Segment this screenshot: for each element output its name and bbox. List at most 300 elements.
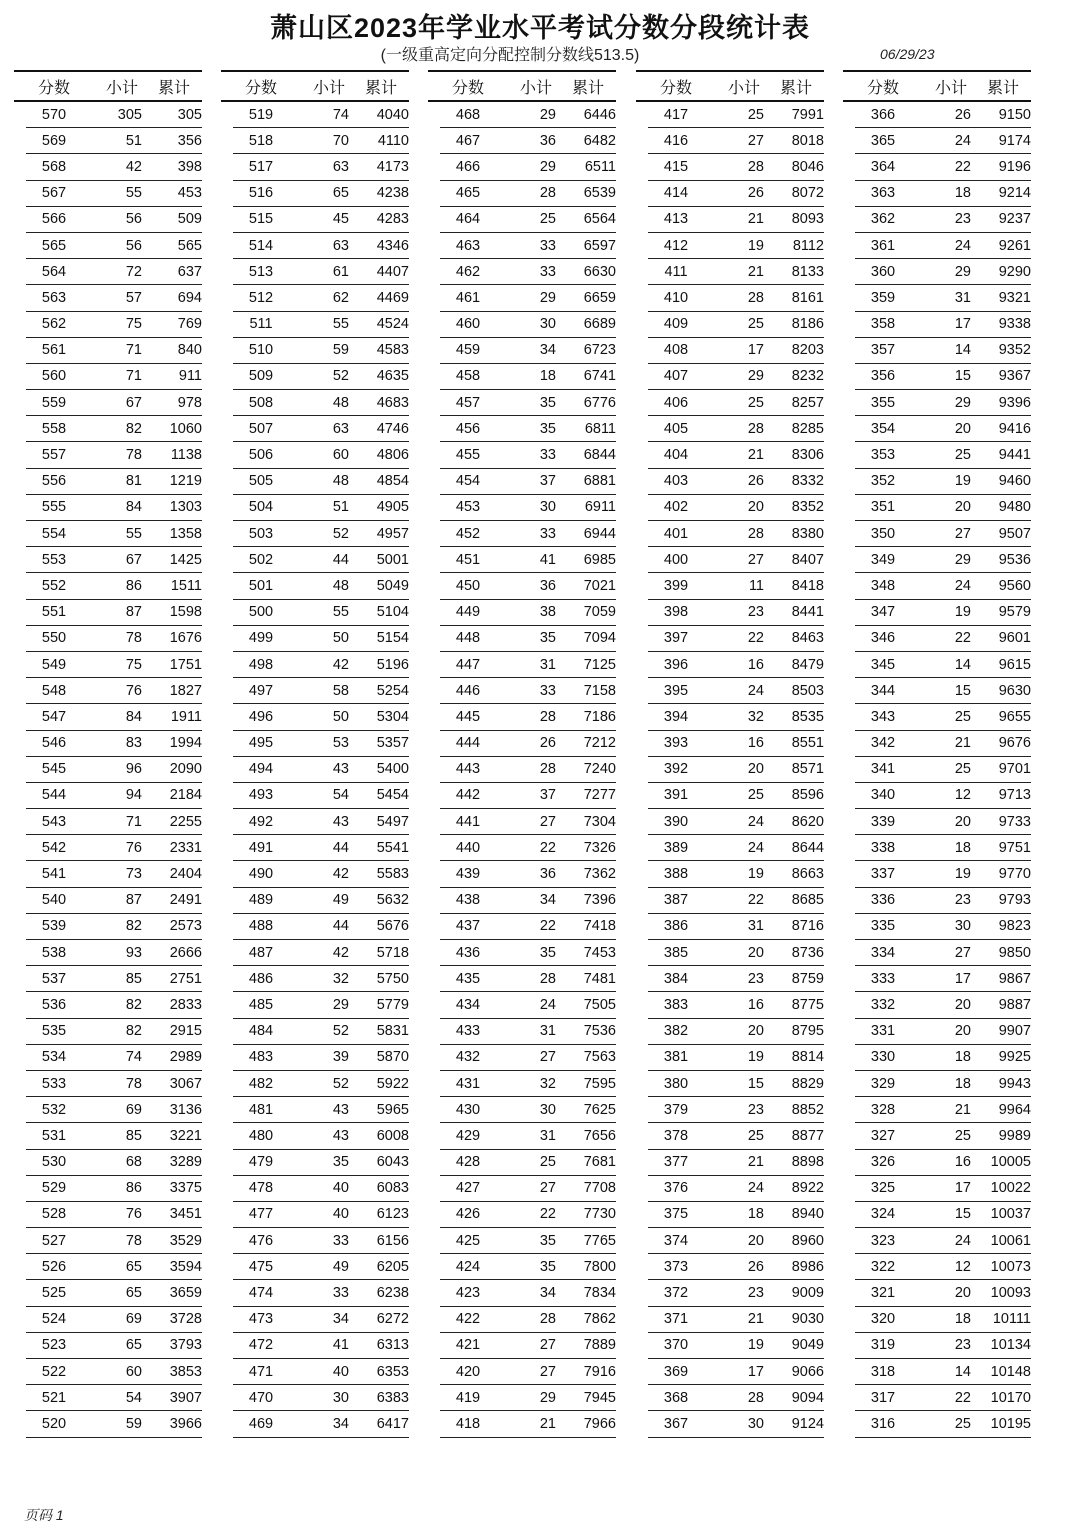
cumulative-cell: 7453 <box>583 944 616 961</box>
table-row <box>233 940 409 966</box>
score-cell: 498 <box>248 656 274 673</box>
score-cell: 515 <box>248 211 274 228</box>
subtotal-cell: 34 <box>539 342 556 359</box>
score-cell: 438 <box>455 892 481 909</box>
subtotal-cell: 35 <box>539 1258 556 1275</box>
cumulative-cell: 5750 <box>376 970 409 987</box>
table-row <box>440 547 616 573</box>
cumulative-cell: 2833 <box>169 996 202 1013</box>
cumulative-cell: 5154 <box>376 630 409 647</box>
table-row <box>855 835 1031 861</box>
table-row <box>648 966 824 992</box>
score-cell: 496 <box>248 708 274 725</box>
cumulative-cell: 5718 <box>376 944 409 961</box>
cumulative-cell: 1303 <box>169 499 202 516</box>
cumulative-cell: 6659 <box>583 289 616 306</box>
table-row <box>855 1071 1031 1097</box>
subtotal-cell: 27 <box>539 1049 556 1066</box>
subtotal-cell: 24 <box>747 682 764 699</box>
table-row <box>648 914 824 940</box>
table-row <box>26 390 202 416</box>
table-row <box>26 469 202 495</box>
column-header: 分数 <box>866 79 899 97</box>
cumulative-cell: 8232 <box>791 368 824 385</box>
table-row <box>233 1254 409 1280</box>
column-header: 分数 <box>37 79 70 97</box>
subtotal-cell: 37 <box>539 787 556 804</box>
score-cell: 405 <box>663 420 689 437</box>
cumulative-cell: 5104 <box>376 604 409 621</box>
cumulative-cell: 8795 <box>791 1023 824 1040</box>
score-cell: 553 <box>41 551 67 568</box>
subtotal-cell: 29 <box>747 368 764 385</box>
subtotal-cell: 82 <box>125 1023 142 1040</box>
cumulative-cell: 9943 <box>998 1075 1031 1092</box>
score-cell: 390 <box>663 813 689 830</box>
table-row <box>855 966 1031 992</box>
cumulative-cell: 7765 <box>583 1232 616 1249</box>
score-cell: 325 <box>870 1180 896 1197</box>
table-row <box>26 207 202 233</box>
score-cell: 403 <box>663 473 689 490</box>
subtotal-cell: 49 <box>332 892 349 909</box>
subtotal-cell: 20 <box>747 1232 764 1249</box>
score-cell: 520 <box>41 1415 67 1432</box>
score-cell: 402 <box>663 499 689 516</box>
cumulative-cell: 3289 <box>169 1154 202 1171</box>
table-row <box>233 1280 409 1306</box>
table-row <box>26 1411 202 1437</box>
table-row <box>233 128 409 154</box>
table-row <box>648 364 824 390</box>
table-row <box>233 207 409 233</box>
subtotal-cell: 19 <box>747 1049 764 1066</box>
cumulative-cell: 7563 <box>583 1049 616 1066</box>
score-cell: 546 <box>41 735 67 752</box>
table-row <box>440 1385 616 1411</box>
subtotal-cell: 61 <box>332 263 349 280</box>
cumulative-cell: 398 <box>177 158 202 175</box>
cumulative-cell: 9850 <box>998 944 1031 961</box>
score-cell: 322 <box>870 1258 896 1275</box>
subtotal-cell: 32 <box>747 708 764 725</box>
table-row <box>648 259 824 285</box>
score-cell: 476 <box>248 1232 274 1249</box>
cumulative-cell: 7834 <box>583 1285 616 1302</box>
subtotal-cell: 29 <box>539 106 556 123</box>
table-row <box>440 312 616 338</box>
cumulative-cell: 3966 <box>169 1415 202 1432</box>
subtotal-cell: 73 <box>125 866 142 883</box>
table-row <box>648 835 824 861</box>
cumulative-cell: 6776 <box>583 394 616 411</box>
subtotal-cell: 42 <box>332 866 349 883</box>
score-cell: 343 <box>870 708 896 725</box>
cumulative-cell: 5357 <box>376 735 409 752</box>
subtotal-cell: 21 <box>539 1415 556 1432</box>
table-row <box>233 1150 409 1176</box>
score-cell: 465 <box>455 185 481 202</box>
cumulative-cell: 4635 <box>376 368 409 385</box>
table-row <box>648 1254 824 1280</box>
cumulative-cell: 1425 <box>169 551 202 568</box>
cumulative-cell: 6417 <box>376 1415 409 1432</box>
score-cell: 443 <box>455 761 481 778</box>
table-row <box>855 1019 1031 1045</box>
table-row <box>855 495 1031 521</box>
table-row <box>26 1019 202 1045</box>
cumulative-cell: 9460 <box>998 473 1031 490</box>
table-row <box>233 390 409 416</box>
date-stamp: 06/29/23 <box>880 46 935 62</box>
table-row <box>440 102 616 128</box>
table-row <box>440 154 616 180</box>
subtotal-cell: 60 <box>125 1363 142 1380</box>
table-row <box>648 1307 824 1333</box>
table-header <box>14 70 202 102</box>
cumulative-cell: 6741 <box>583 368 616 385</box>
cumulative-cell: 8072 <box>791 185 824 202</box>
table-row <box>26 888 202 914</box>
table-row <box>440 364 616 390</box>
score-cell: 538 <box>41 944 67 961</box>
cumulative-cell: 5001 <box>376 551 409 568</box>
table-row <box>440 1411 616 1437</box>
table-row <box>648 731 824 757</box>
table-row <box>648 1176 824 1202</box>
subtotal-cell: 55 <box>125 525 142 542</box>
cumulative-cell: 8829 <box>791 1075 824 1092</box>
score-cell: 329 <box>870 1075 896 1092</box>
table-row <box>648 678 824 704</box>
table-row <box>648 1333 824 1359</box>
score-cell: 523 <box>41 1337 67 1354</box>
cumulative-cell: 8285 <box>791 420 824 437</box>
subtotal-cell: 52 <box>332 1075 349 1092</box>
table-row <box>233 1071 409 1097</box>
subtotal-cell: 55 <box>332 316 349 333</box>
subtotal-cell: 33 <box>539 525 556 542</box>
cumulative-cell: 7708 <box>583 1180 616 1197</box>
table-row <box>648 652 824 678</box>
table-row <box>26 861 202 887</box>
cumulative-cell: 9615 <box>998 656 1031 673</box>
cumulative-cell: 7186 <box>583 708 616 725</box>
cumulative-cell: 2989 <box>169 1049 202 1066</box>
subtotal-cell: 17 <box>954 316 971 333</box>
subtotal-cell: 41 <box>332 1337 349 1354</box>
cumulative-cell: 8716 <box>791 918 824 935</box>
score-cell: 382 <box>663 1023 689 1040</box>
score-cell: 491 <box>248 839 274 856</box>
table-row <box>26 1228 202 1254</box>
subtotal-cell: 25 <box>954 761 971 778</box>
table-row <box>648 128 824 154</box>
subtotal-cell: 24 <box>539 996 556 1013</box>
table-row <box>440 1123 616 1149</box>
cumulative-cell: 8441 <box>791 604 824 621</box>
cumulative-cell: 8852 <box>791 1101 824 1118</box>
score-cell: 531 <box>41 1127 67 1144</box>
cumulative-cell: 8663 <box>791 866 824 883</box>
subtotal-cell: 81 <box>125 473 142 490</box>
subtotal-cell: 33 <box>539 447 556 464</box>
score-cell: 363 <box>870 185 896 202</box>
table-row <box>26 102 202 128</box>
table-row <box>648 1150 824 1176</box>
subtotal-cell: 25 <box>954 1127 971 1144</box>
subtotal-cell: 18 <box>954 1311 971 1328</box>
subtotal-cell: 29 <box>539 289 556 306</box>
score-cell: 565 <box>41 237 67 254</box>
score-cell: 550 <box>41 630 67 647</box>
cumulative-cell: 6564 <box>583 211 616 228</box>
subtotal-cell: 24 <box>747 813 764 830</box>
table-row <box>233 181 409 207</box>
table-row <box>233 1123 409 1149</box>
cumulative-cell: 9338 <box>998 316 1031 333</box>
table-row <box>440 861 616 887</box>
table-row <box>440 888 616 914</box>
table-row <box>233 1411 409 1437</box>
score-cell: 417 <box>663 106 689 123</box>
table-row <box>233 1045 409 1071</box>
cumulative-cell: 4110 <box>377 132 409 149</box>
score-cell: 567 <box>41 185 67 202</box>
score-cell: 396 <box>663 656 689 673</box>
table-row <box>855 809 1031 835</box>
score-cell: 366 <box>870 106 896 123</box>
subtotal-cell: 75 <box>125 656 142 673</box>
subtotal-cell: 23 <box>747 970 764 987</box>
cumulative-cell: 8186 <box>791 316 824 333</box>
score-cell: 467 <box>455 132 481 149</box>
table-row <box>648 1280 824 1306</box>
score-cell: 416 <box>663 132 689 149</box>
score-cell: 429 <box>455 1127 481 1144</box>
cumulative-cell: 9480 <box>998 499 1031 516</box>
cumulative-cell: 3136 <box>169 1101 202 1118</box>
score-cell: 485 <box>248 996 274 1013</box>
table-row <box>440 809 616 835</box>
table-row <box>440 1097 616 1123</box>
subtotal-cell: 22 <box>954 630 971 647</box>
score-cell: 433 <box>455 1023 481 1040</box>
table-row <box>648 809 824 835</box>
table-row <box>440 573 616 599</box>
subtotal-cell: 76 <box>125 682 142 699</box>
score-cell: 461 <box>455 289 481 306</box>
score-cell: 561 <box>41 342 67 359</box>
table-column <box>843 70 1031 1438</box>
table-row <box>648 312 824 338</box>
score-cell: 344 <box>870 682 896 699</box>
table-row <box>26 1071 202 1097</box>
table-row <box>233 521 409 547</box>
table-row <box>440 442 616 468</box>
score-cell: 447 <box>455 656 481 673</box>
score-cell: 507 <box>248 420 274 437</box>
cumulative-cell: 453 <box>177 185 202 202</box>
table-row <box>233 1176 409 1202</box>
cumulative-cell: 7991 <box>791 106 824 123</box>
cumulative-cell: 9290 <box>998 263 1031 280</box>
cumulative-cell: 8685 <box>791 892 824 909</box>
cumulative-cell: 6811 <box>584 420 616 437</box>
score-cell: 539 <box>41 918 67 935</box>
subtotal-cell: 20 <box>747 1023 764 1040</box>
cumulative-cell: 6383 <box>376 1389 409 1406</box>
cumulative-cell: 6630 <box>583 263 616 280</box>
table-row <box>233 154 409 180</box>
subtotal-cell: 20 <box>747 944 764 961</box>
cumulative-cell: 5196 <box>376 656 409 673</box>
score-cell: 388 <box>663 866 689 883</box>
table-row <box>855 364 1031 390</box>
table-row <box>26 259 202 285</box>
cumulative-cell: 5497 <box>376 813 409 830</box>
cumulative-cell: 5049 <box>376 577 409 594</box>
table-row <box>855 783 1031 809</box>
table-row <box>440 128 616 154</box>
subtotal-cell: 48 <box>332 394 349 411</box>
table-row <box>648 1202 824 1228</box>
score-cell: 407 <box>663 368 689 385</box>
score-cell: 372 <box>663 1285 689 1302</box>
score-cell: 499 <box>248 630 274 647</box>
table-row <box>26 1045 202 1071</box>
score-cell: 401 <box>663 525 689 542</box>
subtotal-cell: 44 <box>332 551 349 568</box>
table-row <box>648 573 824 599</box>
subtotal-cell: 27 <box>747 551 764 568</box>
subtotal-cell: 50 <box>332 630 349 647</box>
table-row <box>648 338 824 364</box>
cumulative-cell: 7505 <box>583 996 616 1013</box>
subtotal-cell: 34 <box>332 1415 349 1432</box>
score-cell: 537 <box>41 970 67 987</box>
table-row <box>440 1202 616 1228</box>
subtotal-cell: 24 <box>747 839 764 856</box>
table-row <box>26 312 202 338</box>
subtotal-cell: 30 <box>539 499 556 516</box>
cumulative-cell: 5400 <box>376 761 409 778</box>
cumulative-cell: 8620 <box>791 813 824 830</box>
subtotal-cell: 74 <box>332 106 349 123</box>
cumulative-cell: 8418 <box>791 577 824 594</box>
subtotal-cell: 28 <box>539 970 556 987</box>
subtotal-cell: 17 <box>747 342 764 359</box>
score-cell: 321 <box>870 1285 896 1302</box>
cumulative-cell: 9124 <box>791 1415 824 1432</box>
table-row <box>855 154 1031 180</box>
cumulative-cell: 8814 <box>791 1049 824 1066</box>
subtotal-cell: 53 <box>332 735 349 752</box>
score-cell: 341 <box>870 761 896 778</box>
subtotal-cell: 76 <box>125 1206 142 1223</box>
subtotal-cell: 19 <box>954 473 971 490</box>
subtotal-cell: 27 <box>539 1337 556 1354</box>
score-cell: 502 <box>248 551 274 568</box>
cumulative-cell: 4583 <box>376 342 409 359</box>
score-cell: 316 <box>870 1415 896 1432</box>
subtotal-cell: 70 <box>332 132 349 149</box>
score-cell: 530 <box>41 1154 67 1171</box>
score-cell: 323 <box>870 1232 896 1249</box>
cumulative-cell: 4957 <box>376 525 409 542</box>
table-row <box>855 547 1031 573</box>
subtotal-cell: 22 <box>747 892 764 909</box>
table-row <box>855 731 1031 757</box>
column-header: 分数 <box>244 79 277 97</box>
subtotal-cell: 34 <box>332 1311 349 1328</box>
table-row <box>855 992 1031 1018</box>
cumulative-cell: 1598 <box>169 604 202 621</box>
score-cell: 490 <box>248 866 274 883</box>
table-row <box>233 259 409 285</box>
table-row <box>648 416 824 442</box>
table-row <box>440 1228 616 1254</box>
score-cell: 547 <box>41 708 67 725</box>
score-cell: 519 <box>248 106 274 123</box>
column-header: 小计 <box>934 79 967 97</box>
subtotal-cell: 29 <box>954 263 971 280</box>
cumulative-cell: 9150 <box>998 106 1031 123</box>
cumulative-cell: 2573 <box>169 918 202 935</box>
score-cell: 450 <box>455 577 481 594</box>
score-cell: 468 <box>455 106 481 123</box>
score-cell: 495 <box>248 735 274 752</box>
score-cell: 334 <box>870 944 896 961</box>
cumulative-cell: 8940 <box>791 1206 824 1223</box>
subtotal-cell: 29 <box>954 551 971 568</box>
subtotal-cell: 71 <box>125 813 142 830</box>
table-row <box>26 757 202 783</box>
score-cell: 383 <box>663 996 689 1013</box>
score-cell: 335 <box>870 918 896 935</box>
score-cell: 504 <box>248 499 274 516</box>
cumulative-cell: 8596 <box>791 787 824 804</box>
score-cell: 351 <box>870 499 896 516</box>
subtotal-cell: 28 <box>747 1389 764 1406</box>
score-cell: 367 <box>663 1415 689 1432</box>
table-row <box>440 1307 616 1333</box>
cumulative-cell: 4283 <box>376 211 409 228</box>
table-row <box>233 364 409 390</box>
table-row <box>648 626 824 652</box>
subtotal-cell: 35 <box>332 1154 349 1171</box>
subtotal-cell: 27 <box>539 1363 556 1380</box>
table-row <box>855 757 1031 783</box>
cumulative-cell: 8380 <box>791 525 824 542</box>
subtotal-cell: 71 <box>125 368 142 385</box>
table-row <box>26 1123 202 1149</box>
cumulative-cell: 4407 <box>376 263 409 280</box>
cumulative-cell: 1358 <box>169 525 202 542</box>
score-cell: 337 <box>870 866 896 883</box>
cumulative-cell: 10148 <box>990 1363 1031 1380</box>
subtotal-cell: 42 <box>125 158 142 175</box>
score-cell: 435 <box>455 970 481 987</box>
cumulative-cell: 8571 <box>791 761 824 778</box>
table-row <box>855 285 1031 311</box>
subtotal-cell: 18 <box>747 1206 764 1223</box>
subtotal-cell: 65 <box>332 185 349 202</box>
table-row <box>440 626 616 652</box>
score-cell: 512 <box>248 289 274 306</box>
table-row <box>233 416 409 442</box>
cumulative-cell: 1511 <box>170 577 202 594</box>
